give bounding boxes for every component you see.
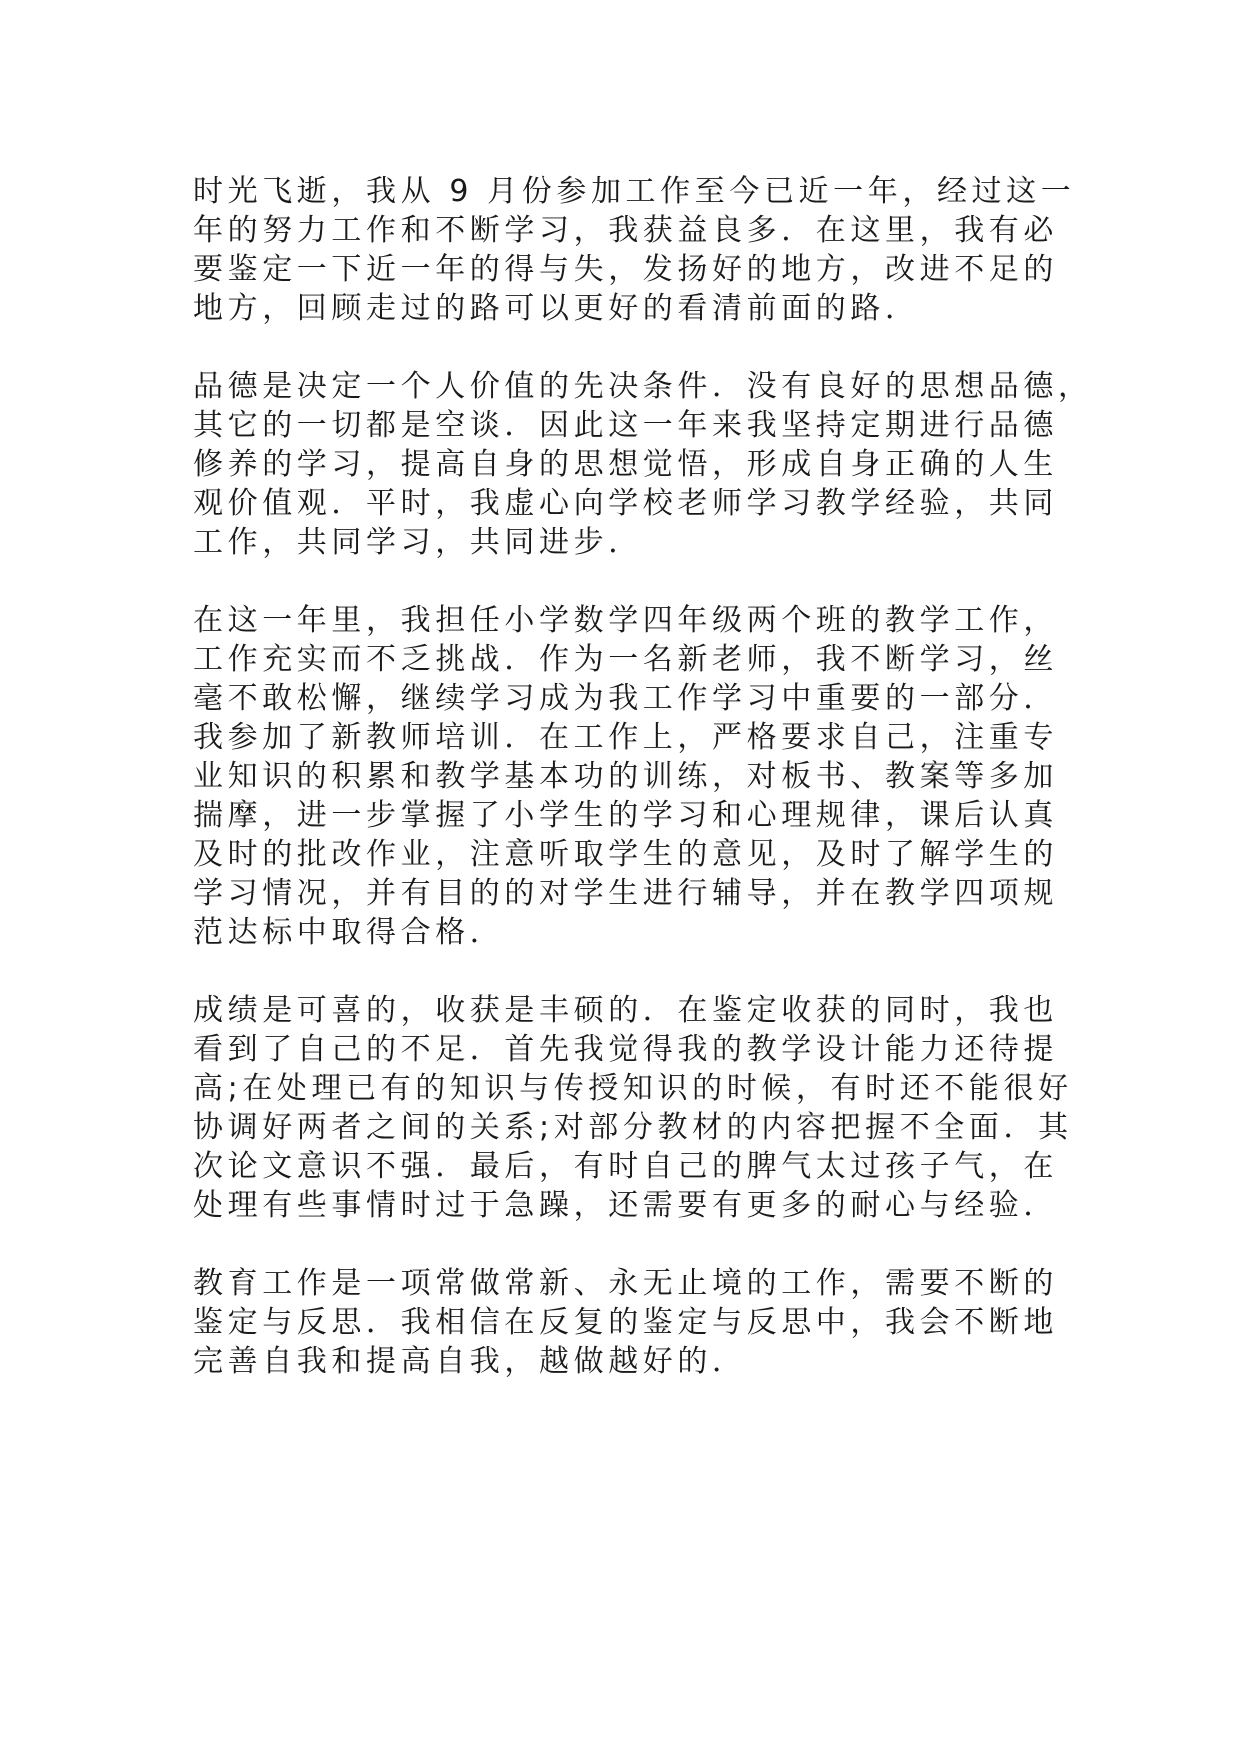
text-line: 在这一年里，我担任小学数学四年级两个班的教学工作， (193, 603, 1058, 638)
text-line: 成绩是可喜的，收获是丰硕的．在鉴定收获的同时，我也 (193, 993, 1058, 1028)
text-line: 高;在处理已有的知识与传授知识的时候，有时还不能很好 (193, 1071, 1073, 1106)
text-line: 工作，共同学习，共同进步． (193, 525, 643, 560)
text-line: 业知识的积累和教学基本功的训练，对板书、教案等多加 (193, 759, 1058, 794)
text-line: 揣摩，进一步掌握了小学生的学习和心理规律，课后认真 (193, 798, 1058, 833)
text-line: 毫不敢松懈，继续学习成为我工作学习中重要的一部分． (193, 681, 1058, 716)
text-line: 年的努力工作和不断学习，我获益良多．在这里，我有必 (193, 213, 1058, 248)
paragraph-5 (193, 1264, 1058, 1381)
text-line: 修养的学习，提高自身的思想觉悟，形成自身正确的人生 (193, 447, 1058, 482)
paragraph-1 (193, 172, 1076, 328)
paragraph-4 (193, 991, 1073, 1225)
text-line: 次论文意识不强．最后，有时自己的脾气太过孩子气，在 (193, 1149, 1058, 1184)
text-line: 及时的批改作业，注意听取学生的意见，及时了解学生的 (193, 837, 1058, 872)
text-line: 鉴定与反思．我相信在反复的鉴定与反思中，我会不断地 (193, 1305, 1058, 1340)
text-line: 看到了自己的不足．首先我觉得我的教学设计能力还待提 (193, 1032, 1058, 1067)
text-line: 学习情况，并有目的的对学生进行辅导，并在教学四项规 (193, 876, 1058, 911)
text-line: 其它的一切都是空谈．因此这一年来我坚持定期进行品德 (193, 408, 1058, 443)
text-line: 时光飞逝，我从 9 月份参加工作至今已近一年，经过这一 (193, 174, 1076, 209)
text-line: 地方，回顾走过的路可以更好的看清前面的路． (193, 291, 920, 326)
text-line: 观价值观．平时，我虚心向学校老师学习教学经验，共同 (193, 486, 1058, 521)
text-line: 完善自我和提高自我，越做越好的． (193, 1344, 747, 1379)
text-line: 品德是决定一个人价值的先决条件．没有良好的思想品德， (193, 369, 1093, 404)
text-line: 范达标中取得合格． (193, 915, 505, 950)
paragraph-3 (193, 601, 1058, 952)
text-line: 工作充实而不乏挑战．作为一名新老师，我不断学习，丝 (193, 642, 1058, 677)
text-line: 要鉴定一下近一年的得与失，发扬好的地方，改进不足的 (193, 252, 1058, 287)
text-line: 处理有些事情时过于急躁，还需要有更多的耐心与经验． (193, 1188, 1058, 1223)
text-line: 我参加了新教师培训．在工作上，严格要求自己，注重专 (193, 720, 1058, 755)
paragraph-2 (193, 367, 1093, 562)
text-line: 教育工作是一项常做常新、永无止境的工作，需要不断的 (193, 1266, 1058, 1301)
document-body (193, 172, 1093, 1420)
text-line: 协调好两者之间的关系;对部分教材的内容把握不全面．其 (193, 1110, 1073, 1145)
